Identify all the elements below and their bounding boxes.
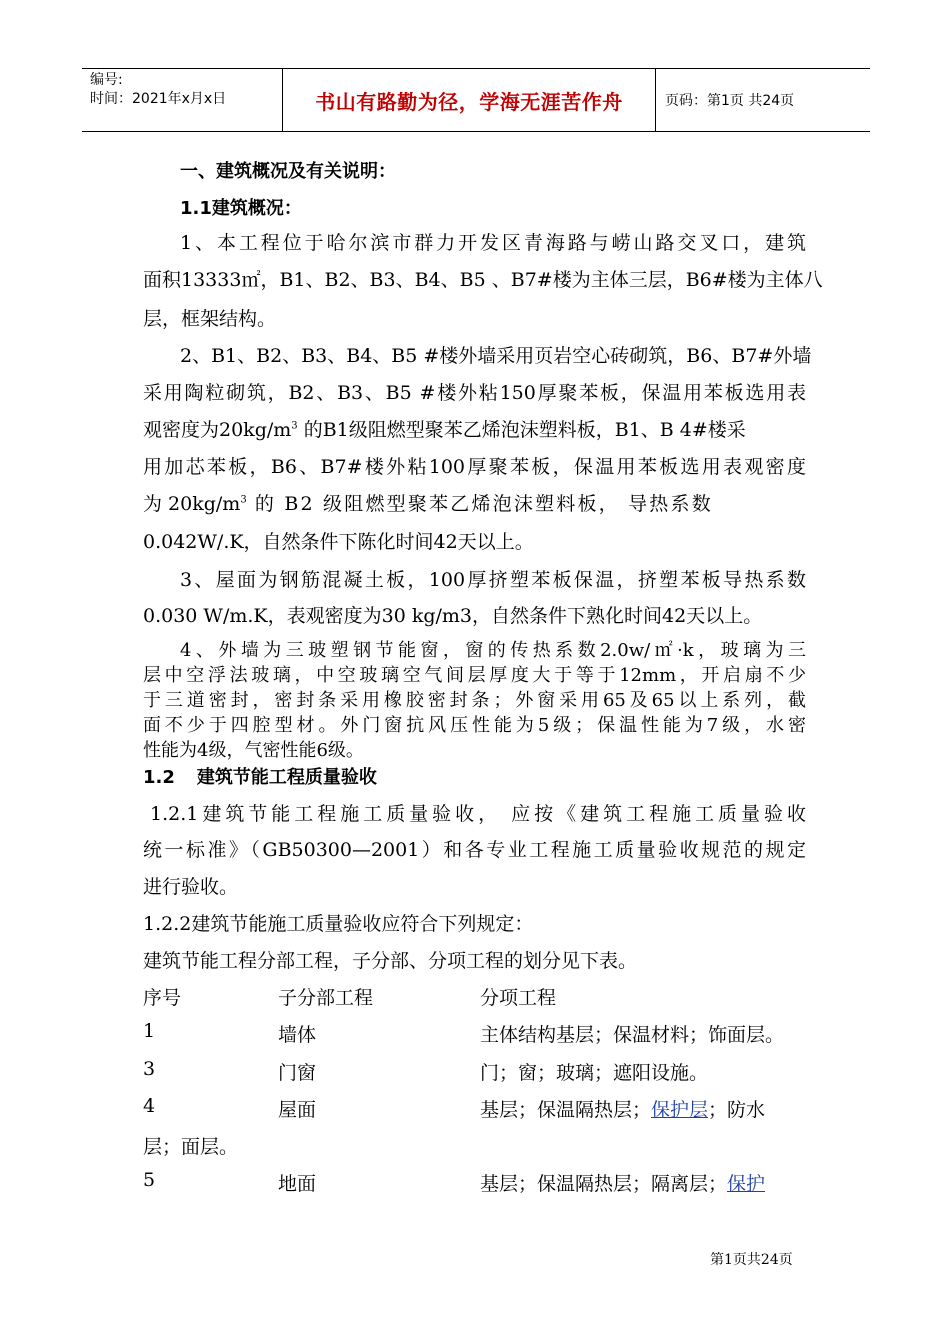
page-header (82, 68, 870, 132)
table-cell-no: 5 (143, 1169, 156, 1191)
table-cell-no: 4 (143, 1095, 156, 1117)
table-cell-subdivision: 地面 (278, 1173, 317, 1195)
paragraph-line: 1.2.2建筑节能施工质量验收应符合下列规定： (143, 913, 534, 935)
paragraph-line: 建筑节能工程分部工程，子分部、分项工程的划分见下表。 (143, 950, 638, 972)
section-title: 一、建筑概况及有关说明： (180, 161, 396, 182)
header-meta (82, 69, 282, 131)
paragraph-line: 用加芯苯板，B6、B7#楼外粘100厚聚苯板，保温用苯板选用表观密度 (143, 456, 806, 478)
protection-link[interactable]: 保护 (727, 1173, 766, 1195)
page-footer: 第1页共24页 (710, 1252, 793, 1268)
paragraph-line: 面积13333㎡，B1、B2、B3、B4、B5 、B7#楼为主体三层，B6#楼为主体八 (143, 269, 823, 291)
paragraph-line: 采用陶粒砌筑，B2、B3、B5 #楼外粘150厚聚苯板，保温用苯板选用表 (143, 382, 806, 404)
table-cell-subdivision: 屋面 (278, 1099, 317, 1121)
paragraph-line: 1.2.1建筑节能工程施工质量验收， 应按《建筑工程施工质量验收 (150, 803, 806, 825)
paragraph-line: 为 $20kg/m^3$ 的 B2 级阻燃型聚苯乙烯泡沫塑料板， 导热系数 (143, 493, 713, 515)
table-cell-subdivision: 门窗 (278, 1062, 317, 1084)
subsection-title: 1.2 建筑节能工程质量验收 (143, 767, 377, 788)
header-page-number: 页码：第1页 共24页 (665, 93, 795, 109)
table-header-no: 序号 (143, 987, 182, 1009)
subsection-title: 1.1建筑概况： (180, 198, 302, 219)
paragraph-line: 层中空浮法玻璃，中空玻璃空气间层厚度大于等于12mm，开启扇不少 (143, 665, 806, 686)
table-cell-no: 3 (143, 1058, 156, 1080)
paragraph-line: 面不少于四腔型材。外门窗抗风压性能为5级；保温性能为7级，水密 (143, 715, 806, 736)
paragraph-line: 0.042W/.K，自然条件下陈化时间42天以上。 (143, 531, 534, 553)
doc-number-label: 编号: (90, 72, 123, 88)
table-cell-items: 基层；保温隔热层；隔离层；保护 (480, 1173, 766, 1195)
paragraph-line: 观密度为$20kg/m^3$ 的B1级阻燃型聚苯乙烯泡沫塑料板，B1、B 4#楼采 (143, 419, 746, 441)
table-cell-items: 基层；保温隔热层；保护层；防水 (480, 1099, 766, 1121)
table-cell-items: 门；窗；玻璃；遮阳设施。 (480, 1062, 709, 1084)
paragraph-line: 统一标准》（GB50300—2001）和各专业工程施工质量验收规范的规定 (143, 839, 806, 861)
header-motto: 书山有路勤为径，学海无涯苦作舟 (315, 89, 623, 114)
table-cell-items-continued: 层；面层。 (143, 1136, 239, 1158)
paragraph-line: 4、外墙为三玻塑钢节能窗，窗的传热系数2.0w/㎡·k，玻璃为三 (180, 640, 806, 661)
paragraph-line: 3、屋面为钢筋混凝土板，100厚挤塑苯板保温，挤塑苯板导热系数 (180, 569, 806, 591)
paragraph-line: 层，框架结构。 (143, 308, 277, 330)
table-cell-subdivision: 墙体 (278, 1024, 317, 1046)
table-cell-items: 主体结构基层；保温材料；饰面层。 (480, 1024, 785, 1046)
table-cell-no: 1 (143, 1020, 156, 1042)
doc-date-label: 时间：2021年x月x日 (90, 91, 227, 107)
paragraph-line: 于三道密封，密封条采用橡胶密封条；外窗采用65及65以上系列，截 (143, 690, 806, 711)
paragraph-line: 2、B1、B2、B3、B4、B5 #楼外墙采用页岩空心砖砌筑，B6、B7#外墙 (180, 345, 812, 367)
header-divider (655, 69, 656, 131)
paragraph-line: 0.030 W/m.K，表观密度为30 kg/m3，自然条件下熟化时间42天以上。 (143, 605, 763, 627)
paragraph-line: 1、本工程位于哈尔滨市群力开发区青海路与崂山路交叉口，建筑 (180, 232, 806, 254)
table-header-subdivision: 子分部工程 (278, 987, 374, 1009)
paragraph-line: 性能为4级，气密性能6级。 (143, 740, 364, 761)
protection-layer-link[interactable]: 保护层 (651, 1099, 709, 1121)
table-header-items: 分项工程 (480, 987, 557, 1009)
paragraph-line: 进行验收。 (143, 876, 239, 898)
